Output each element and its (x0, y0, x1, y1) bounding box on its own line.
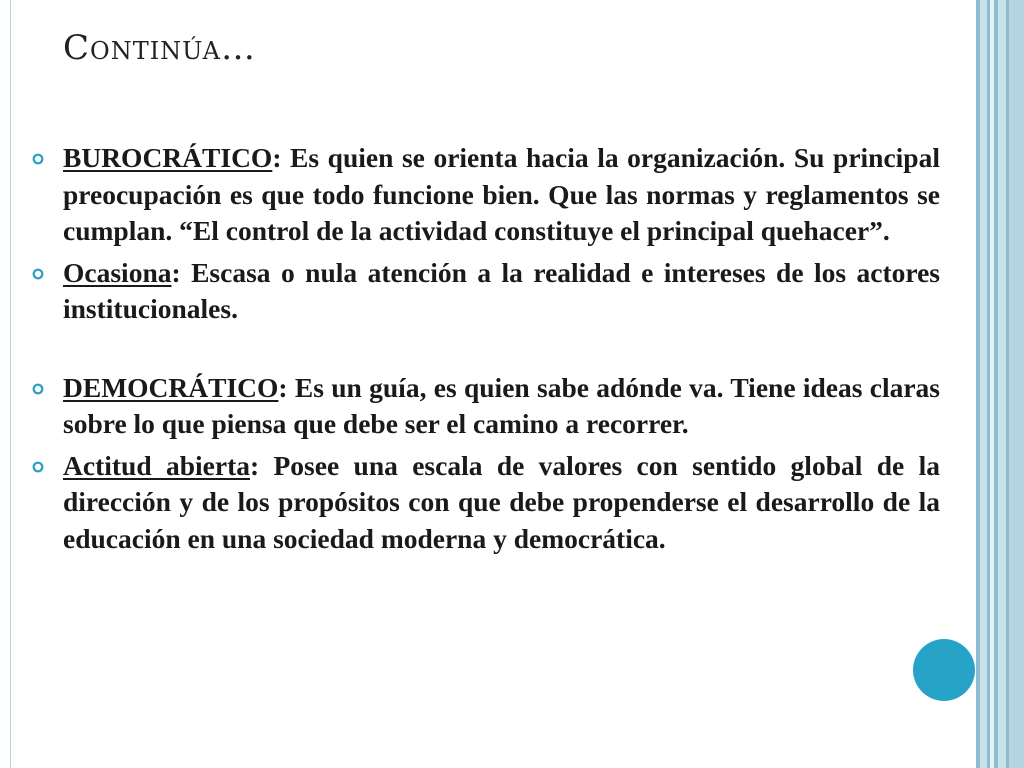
item-term: DEMOCRÁTICO (63, 371, 279, 403)
item-term: Ocasiona (63, 256, 172, 288)
item-text: : Escasa o nula atención a la realidad e intereses de los actores institucionales. (63, 256, 940, 324)
circle-bullet-icon (32, 461, 44, 473)
left-border-line (10, 0, 11, 768)
item-text: : Posee una escala de valores con sentido global de la dirección y de los propósitos con que debe propenderse el desarrollo de la educación en una sociedad moderna y democrática. (63, 449, 940, 554)
list-item (30, 140, 940, 250)
item-text: : Es un guía, es quien sabe adónde va. Tiene ideas claras sobre lo que piensa que debe ser el camino a recorrer. (63, 371, 940, 439)
item-term: Actitud abierta (63, 449, 250, 481)
list-item (30, 370, 940, 443)
bullet-list (30, 140, 940, 557)
list-item (30, 255, 940, 328)
right-stripe (980, 0, 987, 768)
right-stripe (1009, 0, 1024, 768)
list-item (30, 448, 940, 558)
item-text: : Es quien se orienta hacia la organización. Su principal preocupación es que todo funcione bien. Que las normas y reglamentos se cumplan. “El control de la actividad constituye el principal quehacer”. (63, 142, 940, 246)
decorative-circle (913, 639, 975, 701)
circle-bullet-icon (32, 383, 44, 395)
circle-bullet-icon (32, 268, 44, 280)
item-term: BUROCRÁTICO (63, 142, 273, 173)
right-stripe (998, 0, 1006, 768)
slide-title: Continúa… (63, 28, 256, 68)
circle-bullet-icon (32, 153, 44, 165)
